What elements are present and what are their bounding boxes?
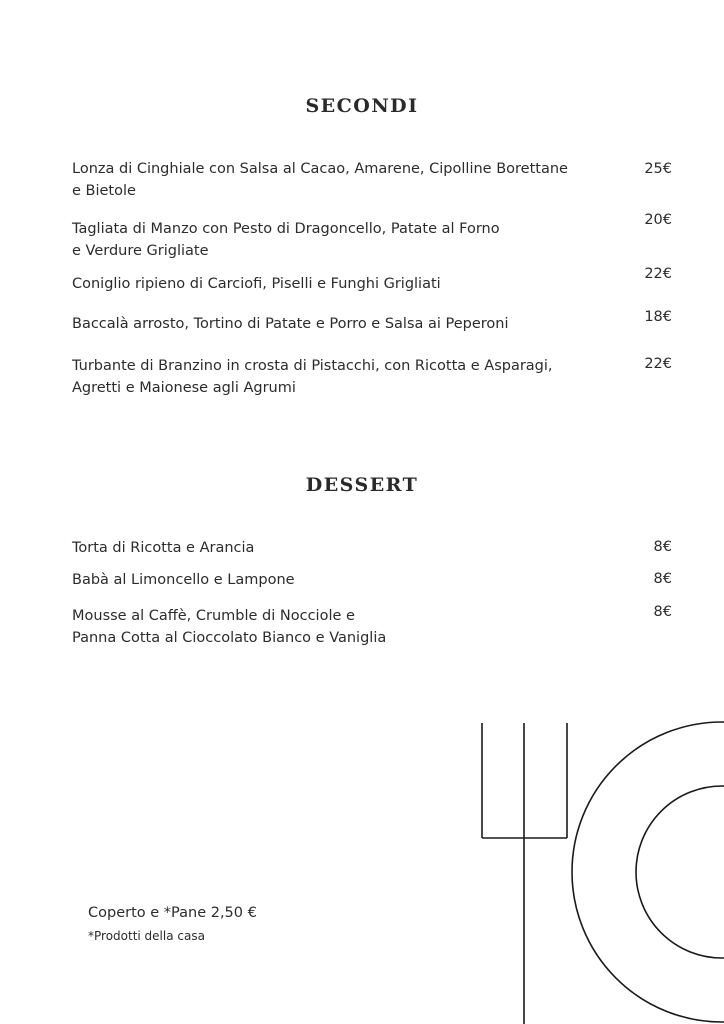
dish-line: Tagliata di Manzo con Pesto di Dragoncello, Patate al Forno xyxy=(72,221,500,237)
dish-line: Baccalà arrosto, Tortino di Patate e Porro e Salsa ai Peperoni xyxy=(72,316,509,332)
dish-line: Panna Cotta al Cioccolato Bianco e Vaniglia xyxy=(72,630,387,646)
dish-line: Lonza di Cinghiale con Salsa al Cacao, Amarene, Cipolline Borettane xyxy=(72,161,568,177)
secondi-title: SECONDI xyxy=(305,95,419,117)
dish-price: 22€ xyxy=(644,266,672,282)
dish-line: Turbante di Branzino in crosta di Pistacchi, con Ricotta e Asparagi, xyxy=(72,358,553,374)
dish-price: 8€ xyxy=(653,539,672,555)
dish-price: 20€ xyxy=(644,212,672,228)
fork-icon xyxy=(482,723,567,1024)
dessert-title: DESSERT xyxy=(305,474,419,496)
coperto-text: Coperto e *Pane 2,50 € xyxy=(88,905,257,921)
dish-price: 25€ xyxy=(644,161,672,177)
dish-line: Coniglio ripieno di Carciofi, Piselli e Funghi Grigliati xyxy=(72,276,441,292)
dish-line: e Bietole xyxy=(72,183,136,199)
dish-line: Babà al Limoncello e Lampone xyxy=(72,572,295,588)
footnote: *Prodotti della casa xyxy=(88,929,205,943)
dish-price: 18€ xyxy=(644,309,672,325)
dish-line: Agretti e Maionese agli Agrumi xyxy=(72,380,296,396)
dish-price: 8€ xyxy=(653,571,672,587)
dish-line: Mousse al Caffè, Crumble di Nocciole e xyxy=(72,608,355,624)
dish-line: e Verdure Grigliate xyxy=(72,243,209,259)
dish-price: 22€ xyxy=(644,356,672,372)
dish-price: 8€ xyxy=(653,604,672,620)
dish-line: Torta di Ricotta e Arancia xyxy=(72,540,255,556)
plate-icon xyxy=(572,722,724,1022)
